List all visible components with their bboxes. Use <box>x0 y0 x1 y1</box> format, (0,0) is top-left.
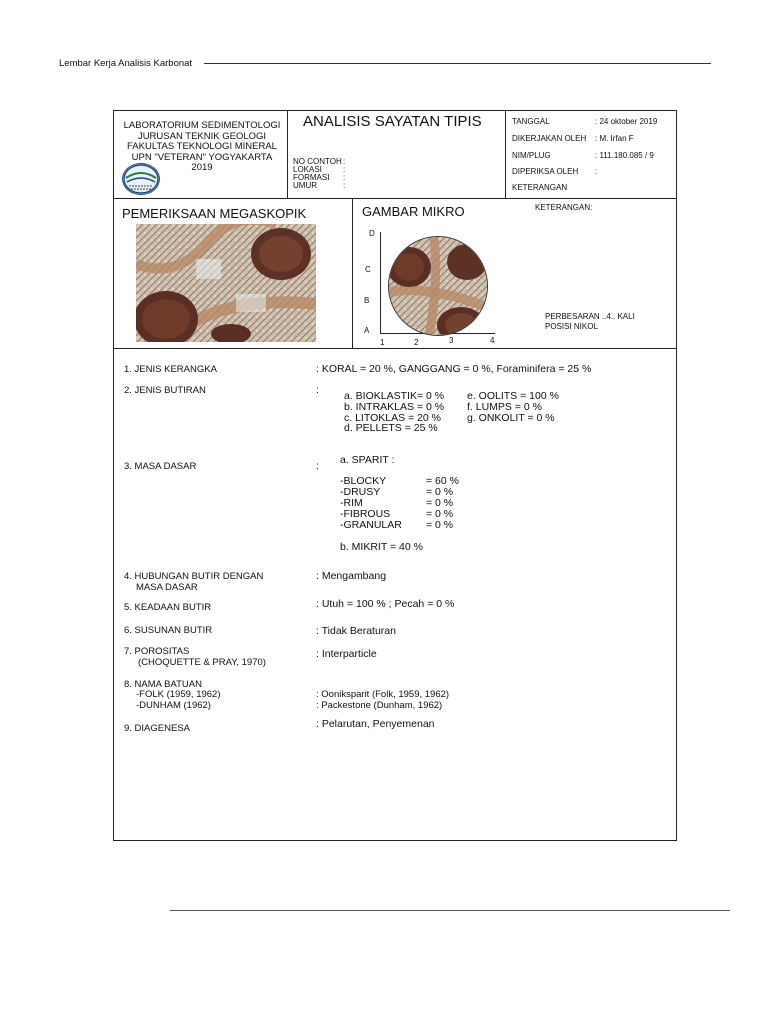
mikrit: b. MIKRIT = 40 % <box>340 541 423 553</box>
thin-section-image <box>389 237 487 335</box>
field-lokasi: LOKASI <box>293 165 322 174</box>
meta-dikerjakan-label: DIKERJAKAN OLEH <box>512 134 587 143</box>
posisi-nikol: POSISI NIKOL <box>545 322 598 331</box>
diagenesa-label: 9. DIAGENESA <box>124 723 190 734</box>
grid-y-axis <box>380 232 381 333</box>
megaskopik-photo <box>136 224 316 342</box>
grid-col-3: 3 <box>449 336 454 345</box>
sparit-drusy: -DRUSY <box>340 486 381 498</box>
susunan-label: 6. SUSUNAN BUTIR <box>124 625 213 636</box>
divider-header <box>113 198 677 199</box>
meta-nim-label: NIM/PLUG <box>512 151 551 160</box>
form-title: ANALISIS SAYATAN TIPIS <box>303 113 482 130</box>
megaskopik-title: PEMERIKSAAN MEGASKOPIK <box>122 206 307 221</box>
butiran-label: 2. JENIS BUTIRAN <box>124 385 206 396</box>
nama-dunham-value: : Packestone (Dunham, 1962) <box>316 700 443 711</box>
butiran-c: c. LITOKLAS = 20 % <box>344 412 441 424</box>
meta-keterangan-label: KETERANGAN <box>512 183 568 192</box>
grid-row-c: C <box>365 265 371 274</box>
divider-mega <box>352 198 353 348</box>
meta-dikerjakan-value: : M. Irfan F <box>595 134 634 143</box>
meta-diperiksa-value: : <box>595 167 598 176</box>
grid-row-b: B <box>364 296 370 305</box>
keterangan-title: KETERANGAN: <box>535 203 593 212</box>
mikro-title: GAMBAR MIKRO <box>362 204 465 219</box>
field-no-contoh: NO CONTOH <box>293 157 342 166</box>
grid-row-d: D <box>369 229 375 238</box>
footer-rule <box>170 910 730 911</box>
susunan-value: : Tidak Beraturan <box>316 625 396 637</box>
inst-line2: JURUSAN TEKNIK GEOLOGI <box>137 131 267 142</box>
sparit-blocky: -BLOCKY <box>340 475 387 487</box>
meta-tanggal-value: : 24 oktober 2019 <box>595 117 658 126</box>
masa-label: 3. MASA DASAR <box>124 461 197 472</box>
butiran-g: g. ONKOLIT = 0 % <box>467 412 555 424</box>
butiran-e: e. OOLITS = 100 % <box>467 390 559 402</box>
university-logo <box>122 163 160 195</box>
grid-col-2: 2 <box>414 338 419 347</box>
keadaan-value: : Utuh = 100 % ; Pecah = 0 % <box>316 598 455 610</box>
sparit-fibrous: -FIBROUS <box>340 508 391 520</box>
sparit-granular: -GRANULAR <box>340 519 402 531</box>
micro-image <box>388 236 488 336</box>
butiran-f: f. LUMPS = 0 % <box>467 401 542 413</box>
hubungan-label-sub: MASA DASAR <box>136 582 198 593</box>
sparit: a. SPARIT : <box>340 454 395 466</box>
divider-meta <box>505 110 506 198</box>
kerangka-label: 1. JENIS KERANGKA <box>124 364 217 375</box>
inst-line3: FAKULTAS TEKNOLOGI MINERAL <box>127 141 277 152</box>
grid-col-4: 4 <box>490 336 495 345</box>
grid-row-a: A <box>364 326 370 335</box>
nama-folk-label: -FOLK (1959, 1962) <box>136 689 221 700</box>
butiran-a: a. BIOKLASTIK= 0 % <box>344 390 445 402</box>
meta-nim-value: : 111.180.085 / 9 <box>595 151 654 160</box>
field-formasi: FORMASI <box>293 173 330 182</box>
hubungan-value: : Mengambang <box>316 570 387 582</box>
sparit-rim: -RIM <box>340 497 363 509</box>
butiran-d: d. PELLETS = 25 % <box>344 422 438 434</box>
rock-sample-image <box>136 224 316 342</box>
porositas-value: : Interparticle <box>316 648 377 660</box>
nama-dunham-label: -DUNHAM (1962) <box>136 700 211 711</box>
header-rule <box>204 63 711 64</box>
grid-col-1: 1 <box>380 338 385 347</box>
inst-line4: UPN "VETERAN" YOGYAKARTA <box>131 152 273 163</box>
meta-tanggal-label: TANGGAL <box>512 117 550 126</box>
inst-line1: LABORATORIUM SEDIMENTOLOGI <box>123 120 281 131</box>
inst-year: 2019 <box>191 162 213 173</box>
diagenesa-value: : Pelarutan, Penyemenan <box>316 718 435 730</box>
page-header: Lembar Kerja Analisis Karbonat <box>59 58 193 69</box>
logo-emblem-icon <box>123 164 159 194</box>
butiran-b: b. INTRAKLAS = 0 % <box>344 401 445 413</box>
nama-label: 8. NAMA BATUAN <box>124 679 202 690</box>
hubungan-label: 4. HUBUNGAN BUTIR DENGAN <box>124 571 264 582</box>
divider-inst <box>287 110 288 198</box>
porositas-label: 7. POROSITAS <box>124 646 190 657</box>
divider-images <box>113 348 677 349</box>
keadaan-label: 5. KEADAAN BUTIR <box>124 602 212 613</box>
kerangka-value: : KORAL = 20 %, GANGGANG = 0 %, Foraminifera = 25 % <box>316 363 592 375</box>
meta-diperiksa-label: DIPERIKSA OLEH <box>512 167 579 176</box>
porositas-sub: (CHOQUETTE & PRAY, 1970) <box>138 657 266 668</box>
nama-folk-value: : Ooniksparit (Folk, 1959, 1962) <box>316 689 450 700</box>
perbesaran: PERBESARAN ..4.. KALI <box>545 312 635 321</box>
field-umur: UMUR <box>293 181 317 190</box>
